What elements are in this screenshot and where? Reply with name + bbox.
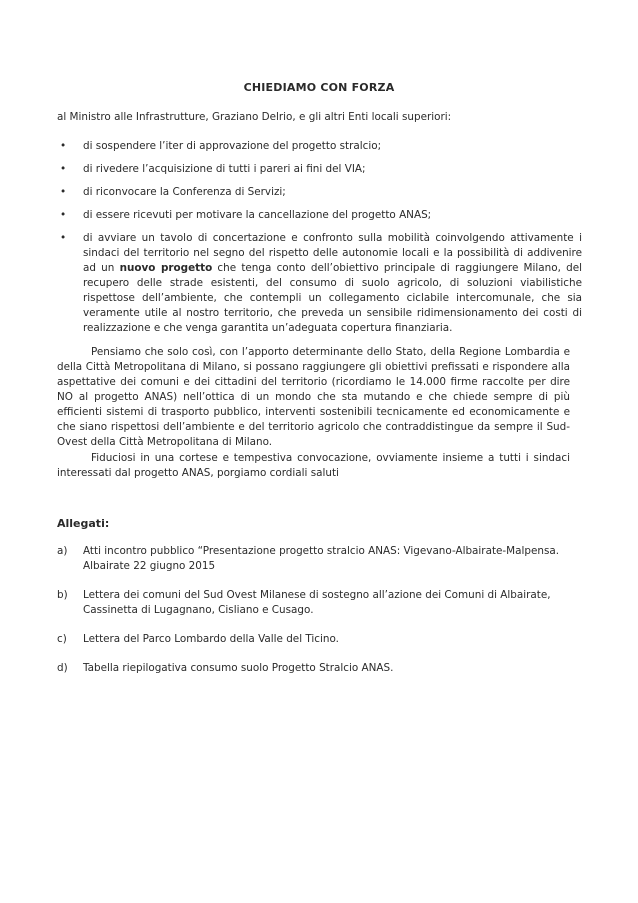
list-item <box>57 185 582 200</box>
bullet-icon: • <box>60 232 67 244</box>
attachment-letter: b) <box>57 589 68 601</box>
attachment-text: Lettera del Parco Lombardo della Valle del Ticino. <box>83 633 339 645</box>
text-segment: che tenga conto dell’obiettivo principale di raggiungere Milano, del recupero delle strade esistenti, del consumo di suolo agricolo, di soluzioni viabilistiche rispettose dell’ambiente, che contempli un collegamento ciclabile intercomunale, che sia veramente utile al nostro territorio, che preveda un sensibile ridimensionamento dei costi di realizzazione e che venga garantita un’adeguata copertura finanziaria. <box>83 262 582 334</box>
list-item <box>57 208 582 223</box>
attachment-item <box>57 632 577 647</box>
document-title: CHIEDIAMO CON FORZA <box>243 81 395 94</box>
list-item-text: di essere ricevuti per motivare la cancellazione del progetto ANAS; <box>83 209 432 221</box>
attachments-list <box>57 544 577 676</box>
bullet-icon: • <box>60 163 67 175</box>
list-item-text: di sospendere l’iter di approvazione del progetto stralcio; <box>83 140 382 152</box>
list-item-text: di rivedere l’acquisizione di tutti i pareri ai fini del VIA; <box>83 163 366 175</box>
bullet-icon: • <box>60 140 67 152</box>
closing-paragraph: Fiduciosi in una cortese e tempestiva convocazione, ovviamente insieme a tutti i sindaci interessati dal progetto ANAS, porgiamo cordiali saluti <box>57 452 570 479</box>
bullet-icon: • <box>60 209 67 221</box>
attachments-heading: Allegati: <box>57 517 110 530</box>
attachment-text: Atti incontro pubblico “Presentazione progetto stralcio ANAS: Vigevano-Albairate-Malpensa. Albairate 22 giugno 2015 <box>83 545 560 572</box>
list-item-text <box>83 232 582 334</box>
bold-text: nuovo progetto <box>119 262 213 274</box>
intro-line: al Ministro alle Infrastrutture, Graziano Delrio, e gli altri Enti locali superiori: <box>57 111 452 123</box>
list-item <box>57 231 582 336</box>
list-item-text: di riconvocare la Conferenza di Servizi; <box>83 186 286 198</box>
request-list <box>57 139 582 336</box>
attachment-text: Tabella riepilogativa consumo suolo Progetto Stralcio ANAS. <box>83 662 394 674</box>
bullet-icon: • <box>60 186 67 198</box>
attachment-letter: d) <box>57 662 68 674</box>
text-segment: di avviare un tavolo di concertazione e confronto sulla mobilità coinvolgendo attivamente i sindaci del territorio nel segno del rispetto delle autonomie locali e la possibilità di addivenire ad un <box>83 232 582 274</box>
attachment-letter: c) <box>57 633 67 645</box>
attachment-item <box>57 588 577 618</box>
attachment-item <box>57 544 577 574</box>
list-item <box>57 162 582 177</box>
attachment-letter: a) <box>57 545 68 557</box>
body-paragraph: Pensiamo che solo così, con l’apporto determinante dello Stato, della Regione Lombardia e della Città Metropolitana di Milano, si possano raggiungere gli obiettivi prefissati e rispondere alla aspettative dei comuni e dei cittadini del territorio (ricordiamo le 14.000 firme raccolte per dire NO al progetto ANAS) nell’ottica di un mondo che sta mutando e che chiede sempre di più efficienti sistemi di trasporto pubblico, interventi sostenibili tecnicamente ed economicamente e che siano rispettosi dell’ambiente e del territorio agricolo che contraddistingue da sempre il Sud-Ovest della Città Metropolitana di Milano. <box>57 346 570 448</box>
list-item <box>57 139 582 154</box>
attachment-item <box>57 661 577 676</box>
attachment-text: Lettera dei comuni del Sud Ovest Milanese di sostegno all’azione dei Comuni di Albairate, Cassinetta di Lugagnano, Cisliano e Cusago. <box>83 589 551 616</box>
